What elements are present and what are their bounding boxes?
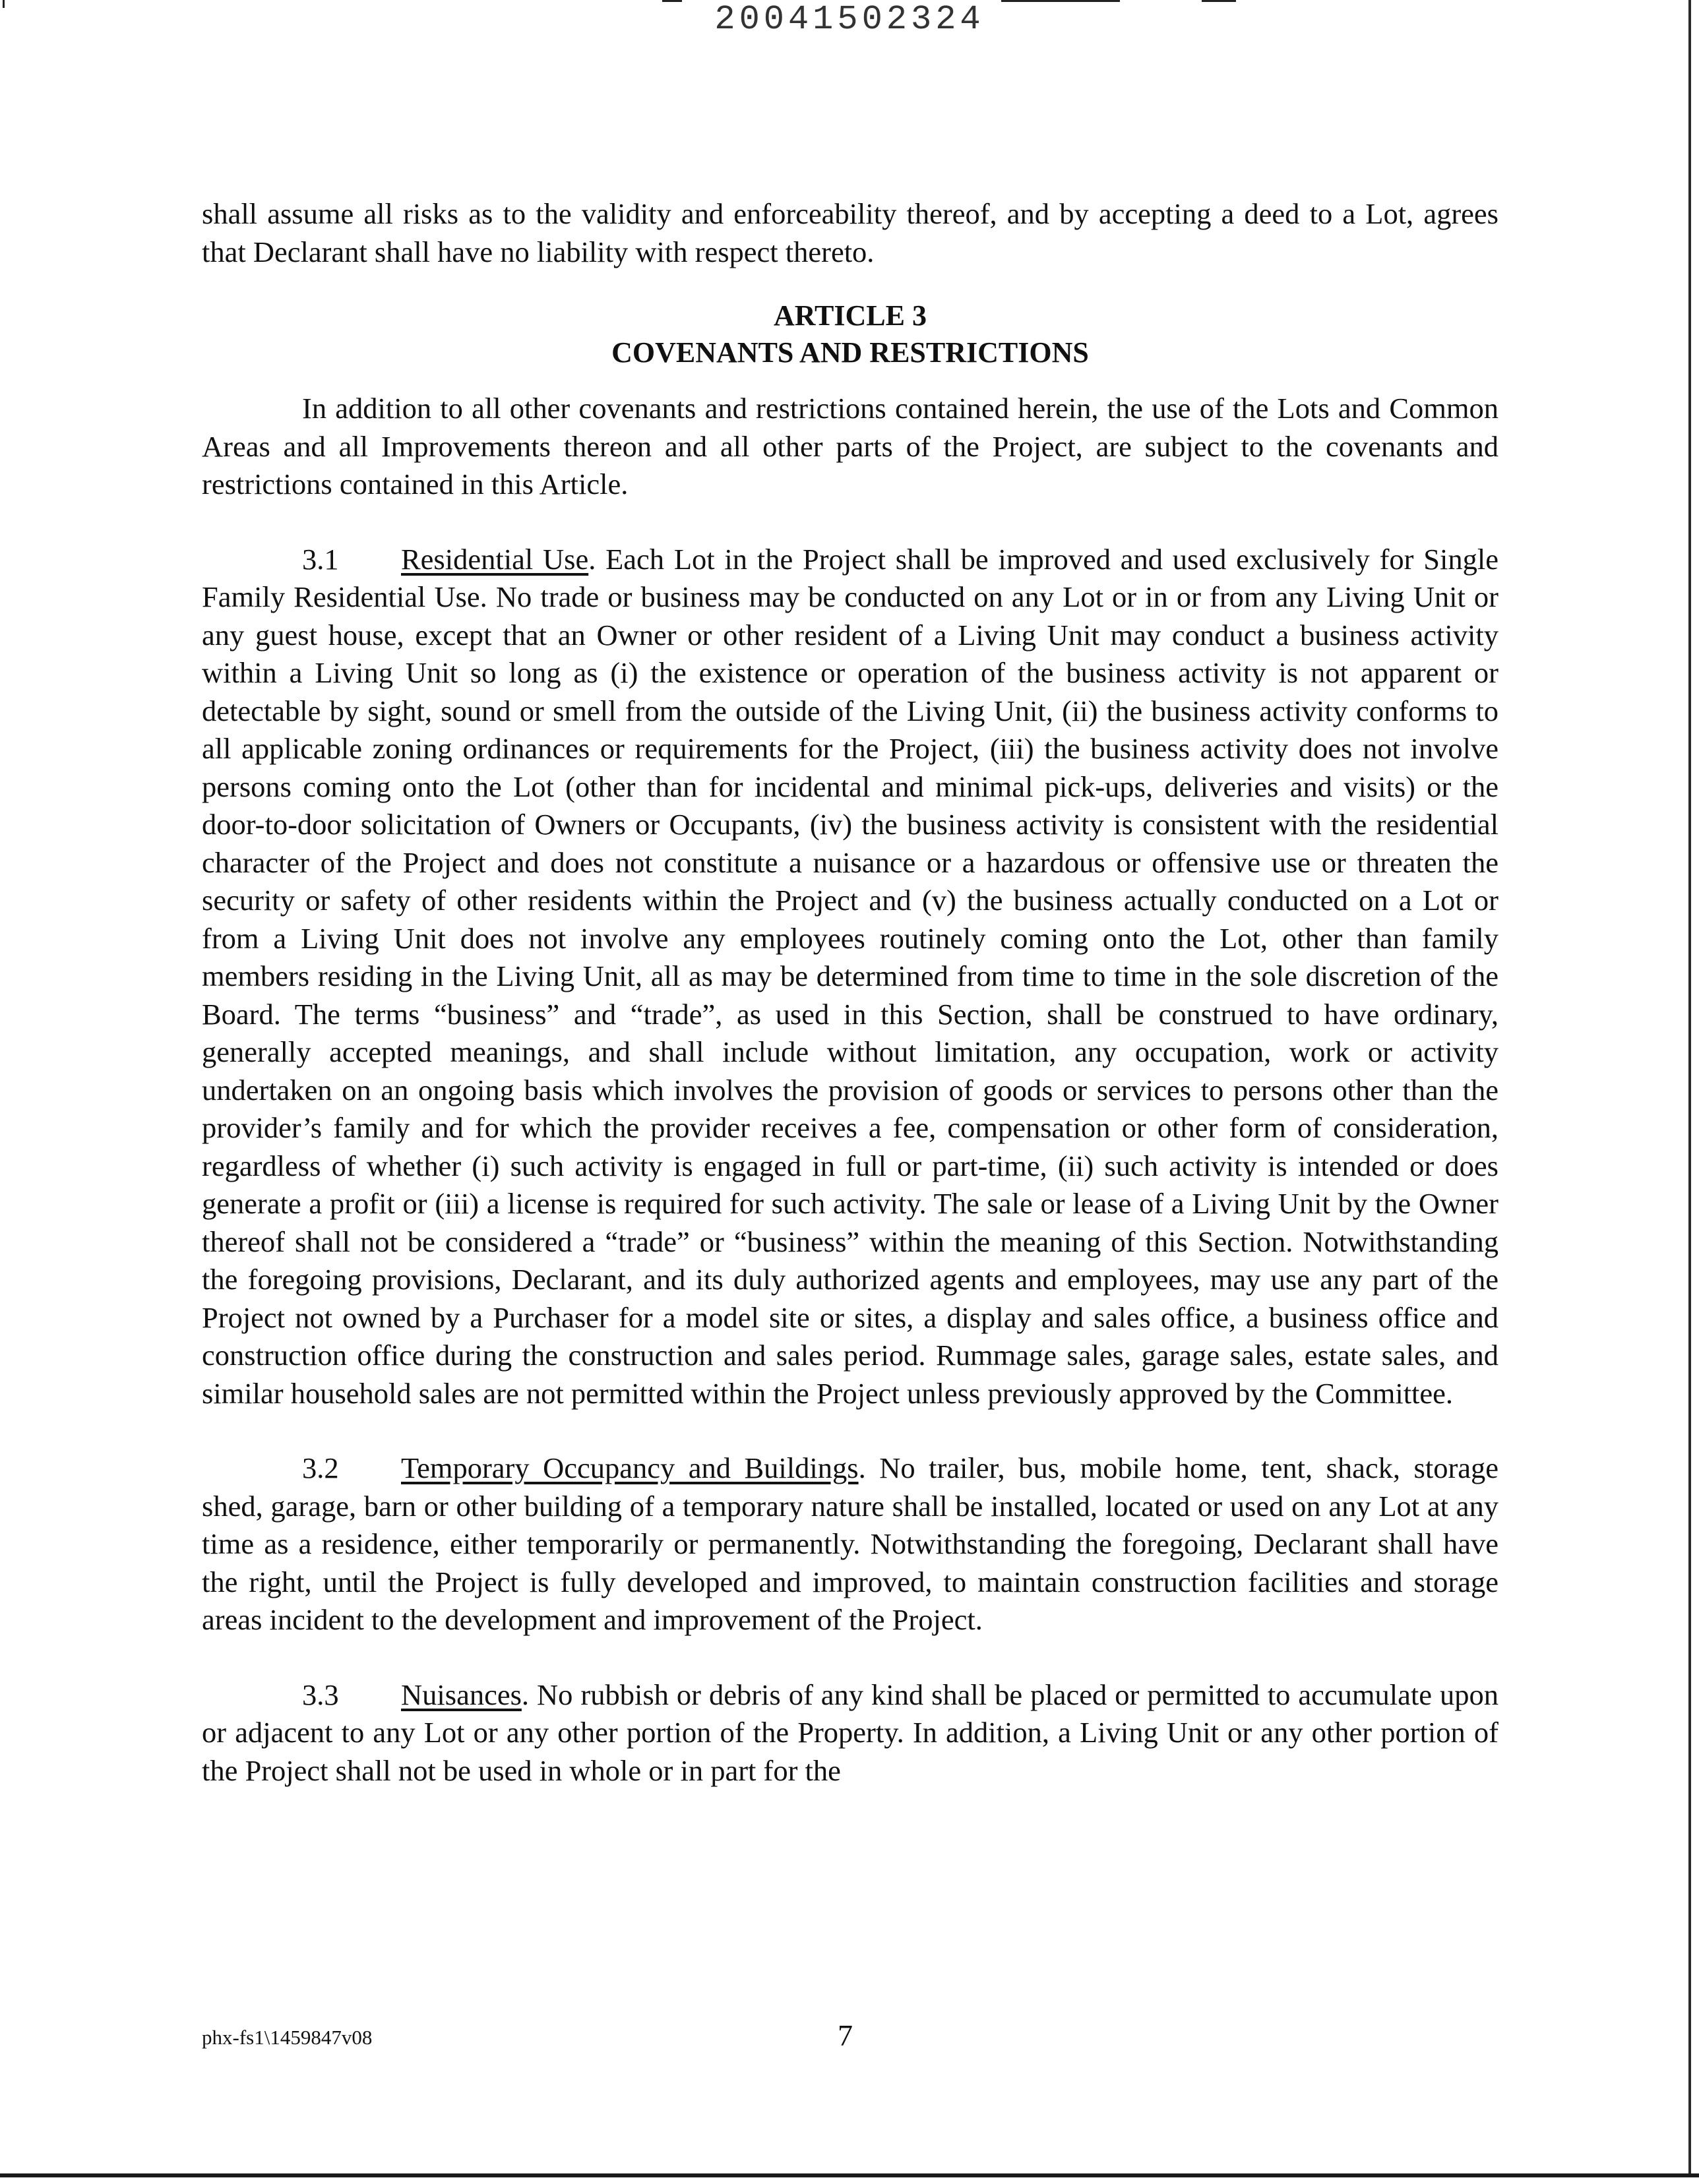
scan-edge-right — [1688, 0, 1691, 2177]
continuation-paragraph: shall assume all risks as to the validity and enforceability thereof, and by accepting a deed to a Lot, agrees that Declarant shall have no liability with respect thereto. — [202, 197, 1498, 268]
section-title: Temporary Occupancy and Buildings — [401, 1451, 859, 1484]
section-3-3: 3.3 Nuisances. No rubbish or debris of any kind shall be placed or permitted to accumulate upon or adjacent to any Lot or any other portion of the Property. In addition, a Living Unit or any other portion of the Project shall not be used in whole or in part for the — [202, 1676, 1498, 1790]
section-number: 3.1 — [302, 542, 339, 576]
section-body: Each Lot in the Project shall be improved and used exclusively for Single Family Residential Use. No trade or business may be conducted on any Lot or in or from any Living Unit or any guest house, except that an Owner or other resident of a Living Unit may conduct a business activity within a Living Unit so long as (i) the existence or operation of the business activity is not apparent or detectable by sight, sound or smell from the outside of the Living Unit, (ii) the business activity conforms to all applicable zoning ordinances or requirements for the Project, (iii) the business activity does not involve persons coming onto the Lot (other than for incidental and minimal pick-ups, deliveries and visits) or the door-to-door solicitation of Owners or Occupants, (iv) the business activity is consistent with the residential character of the Project and does not constitute a nuisance or a hazardous or offensive use or threaten the security or safety of other residents within the Project and (v) the business actually conducted on a Lot or from a Living Unit does not involve any employees routinely coming onto the Lot, other than family members residing in the Living Unit, all as may be determined from time to time in the sole discretion of the Board. The terms “business” and “trade”, as used in this Section, shall be construed to have ordinary, generally accepted meanings, and shall include without limitation, any occupation, work or activity undertaken on an ongoing basis which involves the provision of goods or services to persons other than the provider’s family and for which the provider receives a fee, compensation or other form of consideration, regardless of whether (i) such activity is engaged in full or part-time, (ii) such activity is intended or does generate a profit or (iii) a license is required for such activity. The sale or lease of a Living Unit by the Owner thereof shall not be considered a “trade” or “business” within the meaning of this Section. Notwithstanding the foregoing provisions, Declarant, and its duly authorized agents and employees, may use any part of the Project not owned by a Purchaser for a model site or sites, a display and sales office, a business office and construction office during the construction and sales period. Rummage sales, garage sales, estate sales, and similar household sales are not permitted within the Project unless previously approved by the Committee. — [202, 542, 1499, 1410]
article-heading — [202, 297, 1498, 371]
article-title: COVENANTS AND RESTRICTIONS — [611, 336, 1089, 369]
section-title: Residential Use — [401, 542, 589, 576]
section-3-1: 3.1 Residential Use. Each Lot in the Project shall be improved and used exclusively for Single Family Residential Use. No trade or business may be conducted on any Lot or in or from any Living Unit or any guest house, except that an Owner or other resident of a Living Unit may conduct a business activity within a Living Unit so long as (i) the existence or operation of the business activity is not apparent or detectable by sight, sound or smell from the outside of the Living Unit, (ii) the business activity conforms to all applicable zoning ordinances or requirements for the Project, (iii) the business activity does not involve persons coming onto the Lot (other than for incidental and minimal pick-ups, deliveries and visits) or the door-to-door solicitation of Owners or Occupants, (iv) the business activity is consistent with the residential character of the Project and does not constitute a nuisance or a hazardous or offensive use or threaten the security or safety of other residents within the Project and (v) the business actually conducted on a Lot or from a Living Unit does not involve any employees routinely coming onto the Lot, other than family members residing in the Living Unit, all as may be determined from time to time in the sole discretion of the Board. The terms “business” and “trade”, as used in this Section, shall be construed to have ordinary, generally accepted meanings, and shall include without limitation, any occupation, work or activity undertaken on an ongoing basis which involves the provision of goods or services to persons other than the provider’s family and for which the provider receives a fee, compensation or other form of consideration, regardless of whether (i) such activity is engaged in full or part-time, (ii) such activity is intended or does generate a profit or (iii) a license is required for such activity. The sale or lease of a Living Unit by the Owner thereof shall not be considered a “trade” or “business” within the meaning of this Section. Notwithstanding the foregoing provisions, Declarant, and its duly authorized agents and employees, may use any part of the Project not owned by a Purchaser for a model site or sites, a display and sales office, a business office and construction office during the construction and sales period. Rummage sales, garage sales, estate sales, and similar household sales are not permitted within the Project unless previously approved by the Committee. — [202, 541, 1498, 1413]
section-body: No rubbish or debris of any kind shall be placed or permitted to accumulate upon or adjacent to any Lot or any other portion of the Property. In addition, a Living Unit or any other portion of the Project shall not be used in whole or in part for the — [202, 1678, 1499, 1787]
article-number: ARTICLE 3 — [774, 299, 927, 332]
scan-mark-left — [3, 0, 5, 8]
section-body: No trailer, bus, mobile home, tent, shack, storage shed, garage, barn or other building of a temporary nature shall be installed, located or used on any Lot at any time as a residence, either temporarily or permanently. Notwithstanding the foregoing, Declarant shall have the right, until the Project is fully developed and improved, to maintain construction facilities and storage areas incident to the development and improvement of the Project. — [202, 1451, 1499, 1636]
section-number: 3.3 — [302, 1678, 339, 1711]
footer-document-id: phx-fs1\1459847v08 — [202, 2026, 373, 2049]
intro-paragraph: In addition to all other covenants and restrictions contained herein, the use of the Lots and Common Areas and all Improvements thereon and all other parts of the Project, are subject to the covenants and restrictions contained in this Article. — [202, 392, 1498, 501]
section-title: Nuisances — [401, 1678, 522, 1711]
scan-mark-top-3 — [1202, 0, 1236, 2]
page-body — [202, 195, 1498, 1790]
scan-mark-top-1 — [662, 0, 682, 2]
section-3-2: 3.2 Temporary Occupancy and Buildings. No trailer, bus, mobile home, tent, shack, storage shed, garage, barn or other building of a temporary nature shall be installed, located or used on any Lot at any time as a residence, either temporarily or permanently. Notwithstanding the foregoing, Declarant shall have the right, until the Project is fully developed and improved, to maintain construction facilities and storage areas incident to the development and improvement of the Project. — [202, 1449, 1498, 1639]
scan-edge-bottom — [0, 2173, 1699, 2177]
page-number: 7 — [838, 2018, 853, 2052]
section-number: 3.2 — [302, 1451, 339, 1484]
recording-number: 20041502324 — [714, 0, 985, 39]
scan-mark-top-2 — [1001, 0, 1120, 2]
